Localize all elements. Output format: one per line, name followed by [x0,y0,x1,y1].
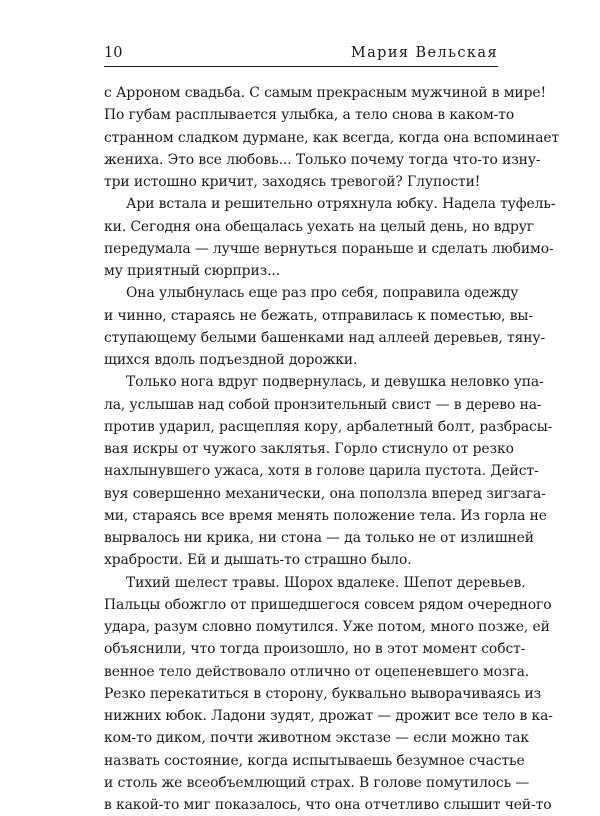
text-line: с Арроном свадьба. С самым прекрасным мужчиной в мире! [104,82,498,104]
text-line: Она улыбнулась еще раз про себя, поправила одежду [104,282,498,304]
text-line: нижних юбок. Ладони зудят, дрожат — дрожит все тело в ка- [104,705,498,727]
paragraph [104,193,498,282]
text-line: ком-то диком, почти животном экстазе — если можно так [104,727,498,749]
text-line: вырвалось ни крика, ни стона — да только не от излишней [104,527,498,549]
text-line: удара, разум словно помутился. Уже потом, много позже, ей [104,616,498,638]
text-line: странном сладком дурмане, как всегда, когда она вспоминает [104,127,498,149]
text-line: Только нога вдруг подвернулась, и девушка неловко упа- [104,371,498,393]
text-line: му приятный сюрприз... [104,260,498,282]
text-line: Ари встала и решительно отряхнула юбку. Надела туфель- [104,193,498,215]
text-line: Тихий шелест травы. Шорох вдалеке. Шепот деревьев. [104,572,498,594]
text-line: и столь же всеобъемлющий страх. В голове помутилось — [104,772,498,794]
paragraph [104,82,498,193]
text-line: Пальцы обожгло от пришедшегося совсем рядом очередного [104,594,498,616]
text-line: ла, услышав над собой пронзительный свист — в дерево на- [104,394,498,416]
text-line: вая искры от чужого заклятья. Горло стиснуло от резко [104,438,498,460]
author-name: Мария Вельская [351,43,498,63]
text-line: три истошно кричит, заходясь тревогой? Глупости! [104,171,498,193]
text-line: ступающему белыми башенками над аллеей деревьев, тяну- [104,327,498,349]
text-line: жениха. Это все любовь... Только почему тогда что-то изну- [104,149,498,171]
text-line: храбрости. Ей и дышать-то страшно было. [104,549,498,571]
text-line: По губам расплывается улыбка, а тело снова в каком-то [104,104,498,126]
body-text [104,82,498,816]
text-line: Резко перекатиться в сторону, буквально выворачиваясь из [104,683,498,705]
text-line: венное тело действовало отлично от оцепеневшего мозга. [104,661,498,683]
header-divider [104,66,498,67]
page-number: 10 [104,43,122,63]
text-line: ки. Сегодня она обещалась уехать на целый день, но вдруг [104,216,498,238]
running-header [104,43,498,63]
paragraph [104,371,498,571]
text-line: щихся вдоль подъездной дорожки. [104,349,498,371]
text-line: вуя совершенно механически, она поползла вперед зигзага- [104,483,498,505]
paragraph [104,282,498,371]
text-line: назвать состояние, когда испытываешь безумное счастье [104,750,498,772]
text-line: передумала — лучше вернуться пораньше и сделать любимо- [104,238,498,260]
paragraph [104,572,498,816]
text-line: нахлынувшего ужаса, хотя в голове царила пустота. Дейст- [104,460,498,482]
text-line: объяснили, что тогда произошло, но в этот момент собст- [104,638,498,660]
text-line: в какой-то миг показалось, что она отчетливо слышит чей-то [104,794,498,816]
text-line: против ударил, расщепляя кору, арбалетный болт, разбрасы- [104,416,498,438]
text-line: и чинно, стараясь не бежать, отправилась к поместью, вы- [104,305,498,327]
text-line: ми, стараясь все время менять положение тела. Из горла не [104,505,498,527]
